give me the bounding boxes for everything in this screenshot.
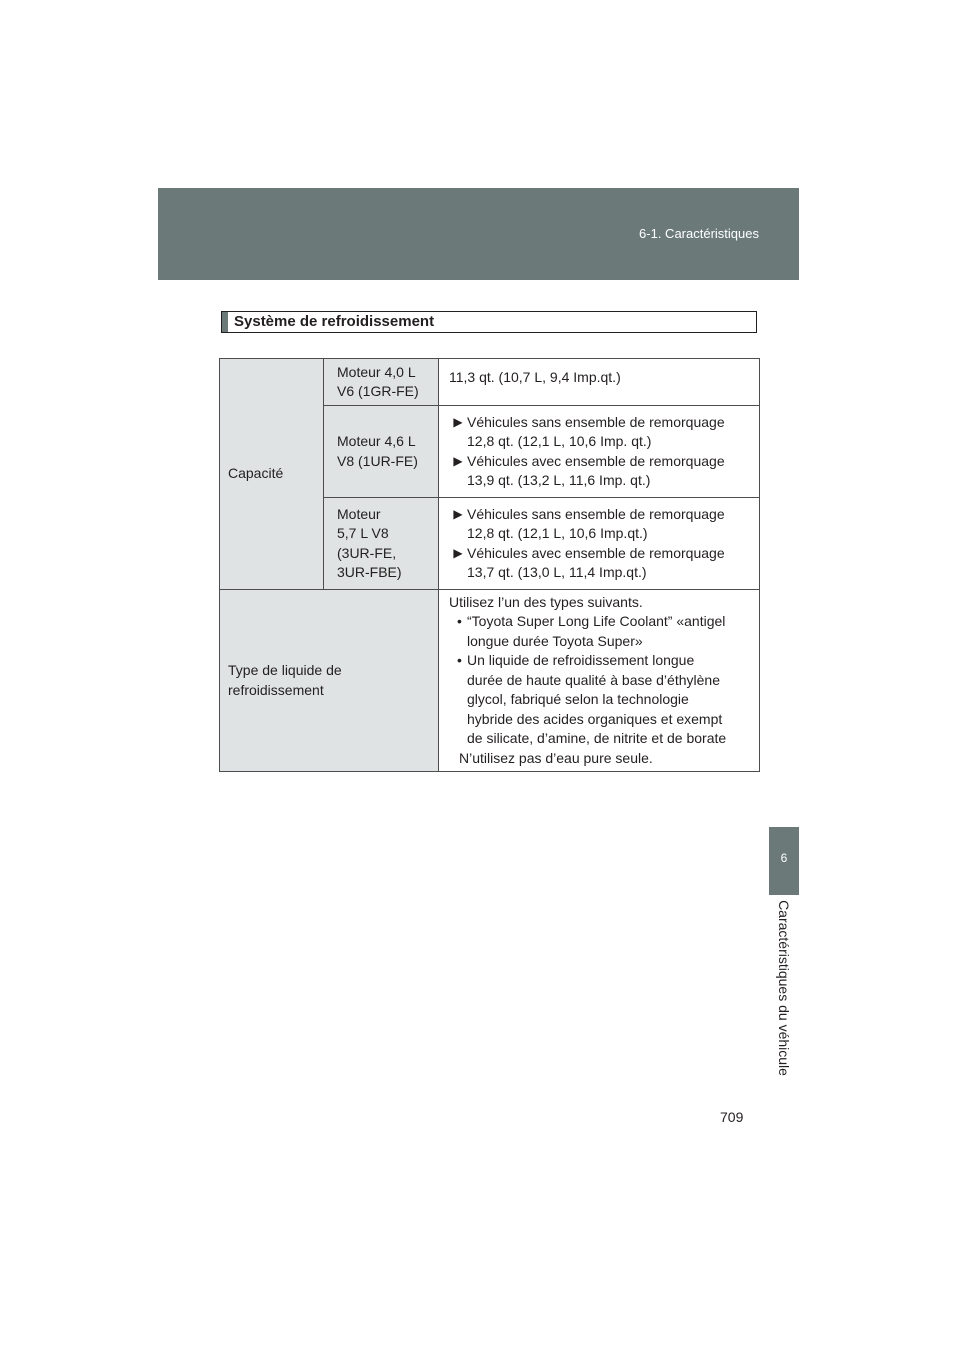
- list-item: [449, 651, 753, 749]
- table-row: [220, 590, 760, 772]
- coolant-note: N’utilisez pas d’eau pure seule.: [459, 749, 653, 766]
- list-item: [449, 544, 753, 583]
- capacity-value: [439, 498, 760, 590]
- bullet-icon: •: [457, 613, 462, 630]
- list-item: [449, 505, 753, 544]
- capacity-value: 11,3 qt. (10,7 L, 9,4 Imp.qt.): [439, 359, 760, 406]
- item-label: Véhicules avec ensemble de remorquage: [467, 544, 725, 561]
- bullet-line: Un liquide de refroidissement longue: [467, 652, 695, 669]
- triangle-bullet-icon: ▶: [453, 506, 463, 521]
- chapter-header-bar: [158, 188, 799, 280]
- bullet-line: durée de haute qualité à base d’éthylène: [467, 671, 720, 688]
- list-item: [449, 452, 753, 491]
- engine-line: V8 (1UR-FE): [337, 452, 418, 469]
- engine-line: (3UR-FE,: [337, 544, 397, 561]
- table-row: [220, 359, 760, 406]
- triangle-bullet-icon: ▶: [453, 453, 463, 468]
- bullet-line: “Toyota Super Long Life Coolant” «antigel: [467, 613, 726, 630]
- bullet-line: de silicate, d’amine, de nitrite et de borate: [467, 730, 727, 747]
- triangle-bullet-icon: ▶: [453, 545, 463, 560]
- item-label: Véhicules sans ensemble de remorquage: [467, 505, 725, 522]
- item-value: 13,7 qt. (13,0 L, 11,4 Imp.qt.): [467, 564, 647, 580]
- engine-line: Moteur 4,6 L: [337, 433, 416, 449]
- engine-cell: [324, 359, 439, 406]
- engine-line: V6 (1GR-FE): [337, 383, 419, 399]
- item-value: 13,9 qt. (13,2 L, 11,6 Imp. qt.): [467, 472, 651, 488]
- engine-line: 3UR-FBE): [337, 564, 402, 580]
- capacity-label: Capacité: [220, 359, 324, 590]
- section-header: 6-1. Caractéristiques: [639, 226, 759, 241]
- bullet-icon: •: [457, 652, 462, 669]
- engine-cell: [324, 406, 439, 498]
- list-item: [449, 413, 753, 452]
- chapter-tab-label: Caractéristiques du véhicule: [776, 900, 792, 1076]
- engine-line: Moteur 4,0 L: [337, 363, 416, 380]
- section-title-marker: [222, 312, 228, 332]
- item-label: Véhicules avec ensemble de remorquage: [467, 452, 725, 469]
- cooling-system-spec-table: [219, 358, 760, 772]
- item-label: Véhicules sans ensemble de remorquage: [467, 413, 725, 430]
- item-value: 12,8 qt. (12,1 L, 10,6 Imp. qt.): [467, 433, 652, 449]
- label-line: refroidissement: [228, 681, 324, 698]
- bullet-line: hybride des acides organiques et exempt: [467, 710, 723, 727]
- bullet-line: glycol, fabriqué selon la technologie: [467, 691, 689, 708]
- chapter-tab[interactable]: 6: [769, 827, 799, 895]
- coolant-type-value: [439, 590, 760, 772]
- engine-cell: [324, 498, 439, 590]
- section-title: [221, 311, 757, 333]
- capacity-value: [439, 406, 760, 498]
- section-title-text: Système de refroidissement: [234, 313, 435, 330]
- item-value: 12,8 qt. (12,1 L, 10,6 Imp.qt.): [467, 525, 648, 541]
- triangle-bullet-icon: ▶: [453, 414, 463, 429]
- coolant-intro: Utilisez l’un des types suivants.: [449, 593, 643, 610]
- page-number: 709: [720, 1109, 744, 1125]
- list-item: [449, 612, 753, 651]
- coolant-type-label: [220, 590, 439, 772]
- bullet-line: longue durée Toyota Super»: [467, 632, 643, 649]
- engine-line: 5,7 L V8: [337, 525, 389, 541]
- label-line: Type de liquide de: [228, 662, 342, 678]
- engine-line: Moteur: [337, 505, 381, 522]
